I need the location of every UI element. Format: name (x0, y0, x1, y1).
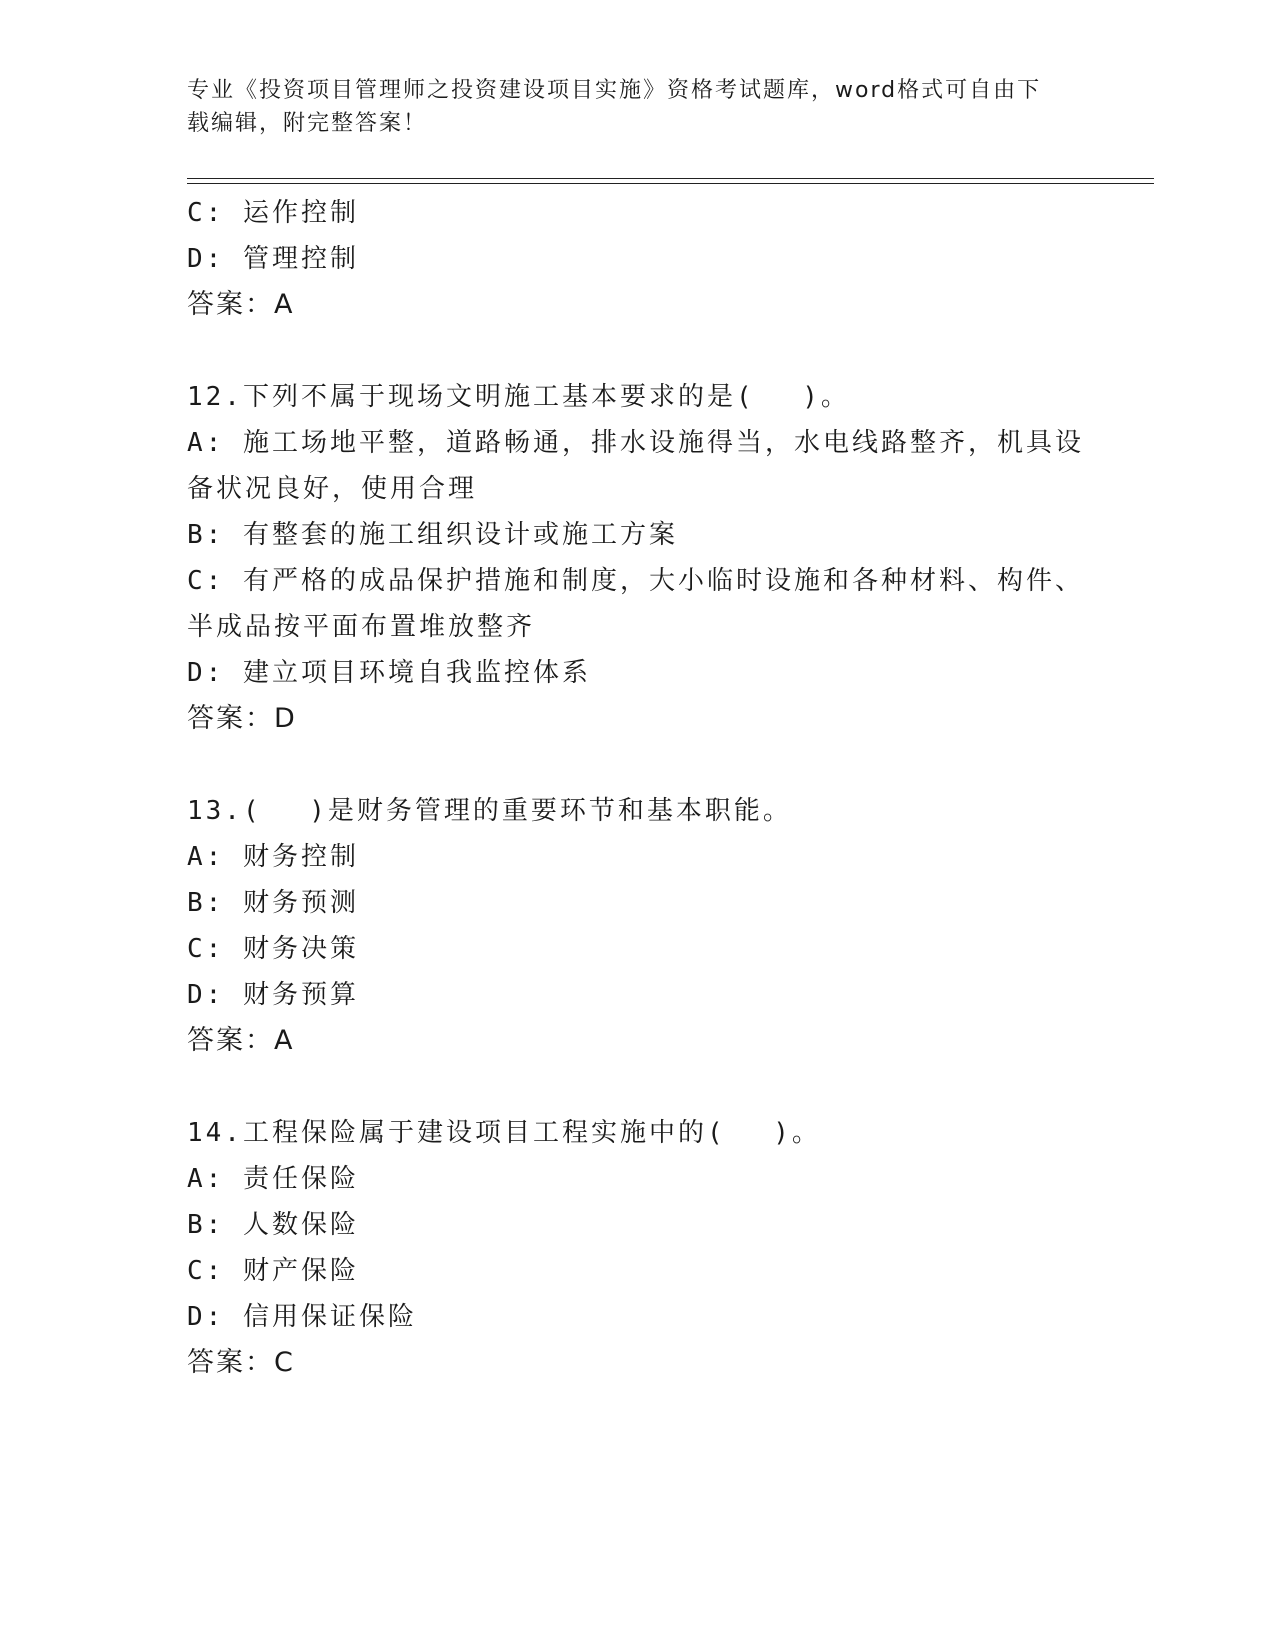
option-c-line-1: C: 有严格的成品保护措施和制度，大小临时设施和各种材料、构件、 (187, 566, 1084, 596)
option-d: D: 信用保证保险 (187, 1302, 417, 1332)
question-14 (187, 1110, 1087, 1386)
question-13 (187, 788, 1087, 1064)
header-line-1: 专业《投资项目管理师之投资建设项目实施》资格考试题库，word格式可自由下 (187, 78, 1042, 103)
option-a: A: 财务控制 (187, 842, 359, 872)
option-b: B: 人数保险 (187, 1210, 359, 1240)
document-header (187, 74, 1067, 140)
option-c: C: 财产保险 (187, 1256, 359, 1286)
option-c: C: 运作控制 (187, 198, 359, 228)
spacer (187, 742, 1087, 788)
option-a: A: 责任保险 (187, 1164, 359, 1194)
header-divider-top (187, 178, 1154, 179)
option-d: D: 管理控制 (187, 244, 359, 274)
option-d: D: 财务预算 (187, 980, 359, 1010)
question-stem: 14.工程保险属于建设项目工程实施中的( )。 (187, 1118, 821, 1148)
answer-line: 答案：A (187, 289, 295, 320)
spacer (187, 1064, 1087, 1110)
option-b: B: 有整套的施工组织设计或施工方案 (187, 520, 678, 550)
option-c: C: 财务决策 (187, 934, 359, 964)
question-stem: 13.( )是财务管理的重要环节和基本职能。 (187, 796, 792, 826)
option-b: B: 财务预测 (187, 888, 359, 918)
previous-question-tail (187, 190, 1087, 328)
option-d: D: 建立项目环境自我监控体系 (187, 658, 591, 688)
option-c-line-2: 半成品按平面布置堆放整齐 (187, 612, 536, 642)
option-a-line-1: A: 施工场地平整，道路畅通，排水设施得当，水电线路整齐，机具设 (187, 428, 1084, 458)
question-content (187, 190, 1087, 1386)
spacer (187, 328, 1087, 374)
header-line-2: 载编辑，附完整答案！ (187, 111, 428, 136)
header-divider-bottom (187, 183, 1154, 184)
answer-line: 答案：A (187, 1025, 295, 1056)
answer-line: 答案：D (187, 703, 297, 734)
answer-line: 答案：C (187, 1347, 295, 1378)
question-12 (187, 374, 1087, 742)
option-a-line-2: 备状况良好，使用合理 (187, 474, 478, 504)
question-stem: 12.下列不属于现场文明施工基本要求的是( )。 (187, 382, 850, 412)
